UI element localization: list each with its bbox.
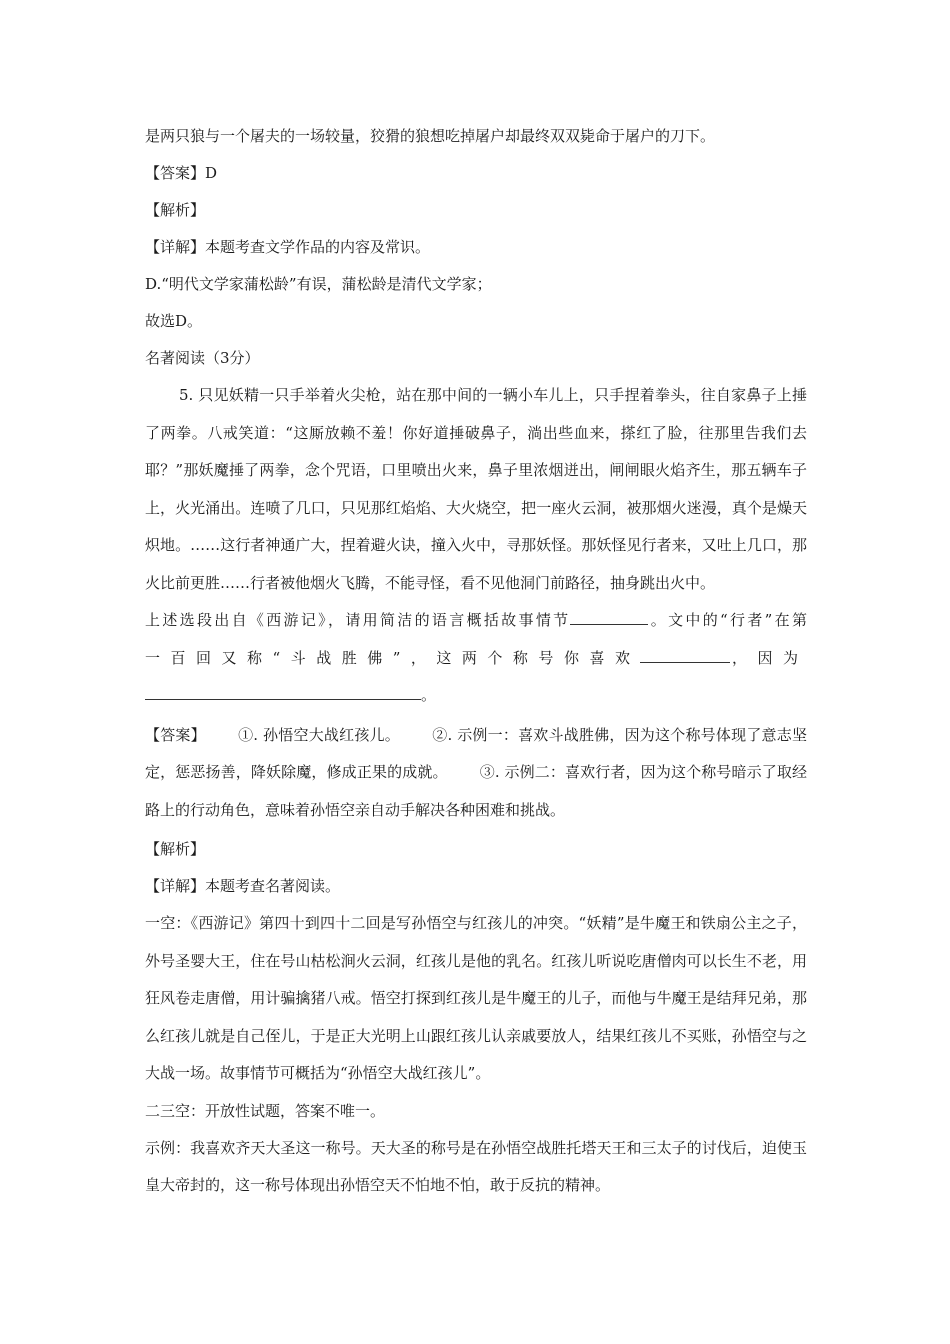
text-line: 是两只狼与一个屠夫的一场较量，狡猾的狼想吃掉屠户却最终双双毙命于屠户的刀下。 [145, 127, 716, 145]
analysis-paragraph-1: 一空：《西游记》第四十到四十二回是写孙悟空与红孩儿的冲突。“妖精”是牛魔王和铁扇公主之子，外号圣婴大王，住在号山枯松涧火云洞，红孩儿是他的乳名。红孩儿听说吃唐僧肉可以长生不老，用狂风卷走唐僧，用计骗擒猪八戒。悟空打探到红孩儿是牛魔王的儿子，而他与牛魔王是结拜兄弟，那么红孩儿就是自己侄儿，于是正大光明上山跟红孩儿认亲戚要放人，结果红孩儿不买账，孙悟空与之大战一场。故事情节可概括为“孙悟空大战红孩儿”。 [145, 914, 807, 1082]
choice-line: 故选D。 [145, 312, 203, 330]
answer-label: 【答案】 [145, 725, 206, 744]
question-text: 上述选段出自《西游记》，请用简洁的语言概括故事情节 [145, 611, 571, 629]
answer-block [145, 717, 807, 830]
detail-line: 【详解】本题考查名著阅读。 [145, 877, 341, 895]
document-page [145, 118, 807, 1205]
question-5-passage: 5. 只见妖精一只手举着火尖枪，站在那中间的一辆小车儿上，只手捏着拳头，往自家鼻子上捶了两拳。八戒笑道：“这厮放赖不羞！你好道捶破鼻子，淌出些血来，搽红了脸，往那里告我们去耶？”那妖魔捶了两拳，念个咒语，口里喷出火来，鼻子里浓烟迸出，闸闸眼火焰齐生，那五辆车子上，火光涌出。连喷了几口，只见那红焰焰、大火烧空，把一座火云洞，被那烟火迷漫，真个是燥天炽地。……这行者神通广大，捏着避火诀，撞入火中，寻那妖怪。那妖怪见行者来，又吐上几口，那火比前更胜……行者被他烟火飞腾，不能寻怪，看不见他洞门前路径，抽身跳出火中。 [145, 386, 807, 592]
question-text: 。文中的“行者”在第 [648, 611, 807, 629]
question-text: 。 [421, 686, 437, 704]
detail-line: 【详解】本题考查文学作品的内容及常识。 [145, 238, 431, 256]
question-5-prompt-line-1 [145, 602, 807, 640]
answer-2: ②. 示例一：喜欢斗战胜佛，因为这个称号体现了意志坚定，惩恶扬善，降妖除魔，修成正果的成就。 [145, 725, 807, 781]
detail-text: D.“明代文学家蒲松龄”有误，蒲松龄是清代文学家； [145, 275, 492, 293]
section-heading: 名著阅读（3分） [145, 349, 260, 367]
answer-blank-1[interactable] [570, 606, 648, 625]
analysis-line: 二三空：开放性试题，答案不唯一。 [145, 1101, 386, 1120]
analysis-heading: 【解析】 [145, 840, 206, 858]
analysis-heading: 【解析】 [145, 201, 206, 219]
answer-line: 【答案】D [145, 164, 218, 182]
answer-1: ①. 孙悟空大战红孩儿。 [237, 725, 401, 744]
question-5-prompt-line-3 [145, 677, 807, 715]
analysis-paragraph-2: 示例：我喜欢齐天大圣这一称号。天大圣的称号是在孙悟空战胜托塔天王和三太子的讨伐后，迫使玉皇大帝封的，这一称号体现出孙悟空天不怕地不怕，敢于反抗的精神。 [145, 1138, 807, 1194]
question-5-prompt-line-2 [145, 640, 807, 678]
answer-3: ③. 示例二：喜欢行者，因为这个称号暗示了取经路上的行动角色，意味着孙悟空亲自动手解决各种困难和挑战。 [145, 763, 807, 819]
answer-blank-3[interactable] [145, 681, 421, 700]
answer-blank-2[interactable] [640, 644, 730, 663]
question-text: 一百回又称“斗战胜佛”，这两个称号你喜欢 [145, 648, 641, 667]
question-text: ，因为 [730, 648, 807, 667]
